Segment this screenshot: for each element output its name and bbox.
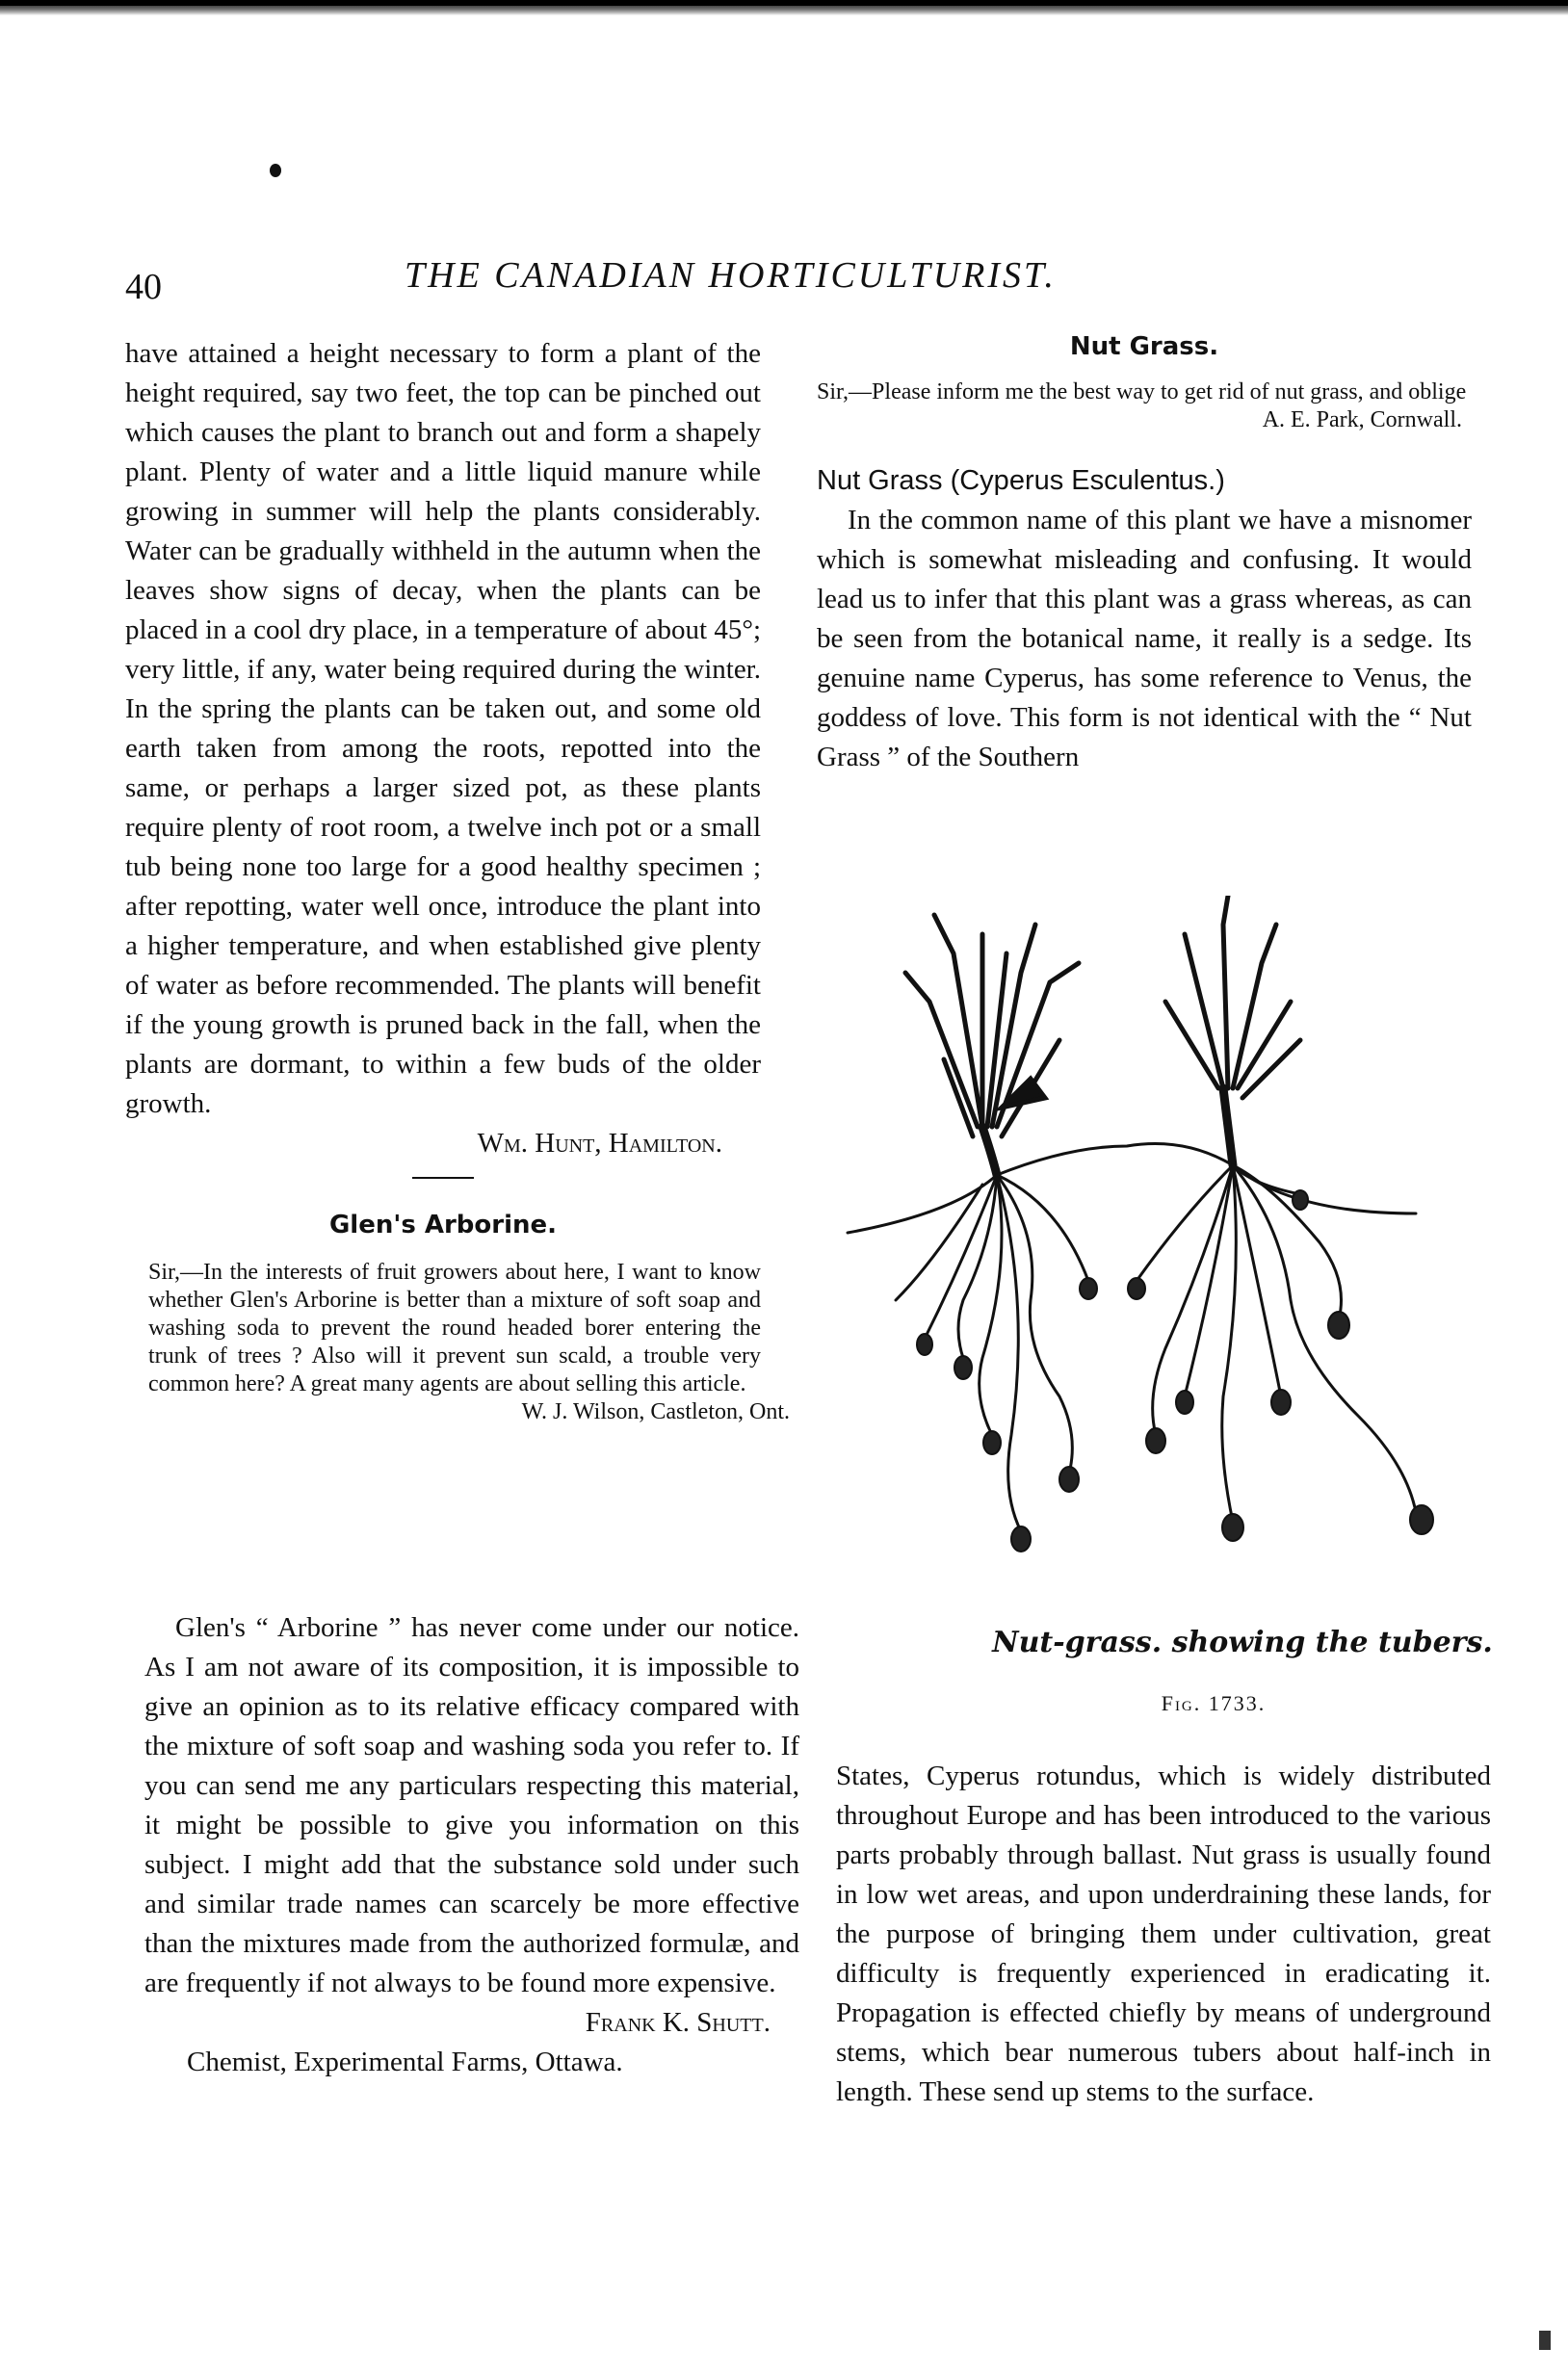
arborine-reply-paragraph: Glen's “ Arborine ” has never come under our notice. As I am not aware of its composition, it is impossible to give an opinion as to its relative efficacy compared with the mixture of soft soap and washing soda you refer to. If you can send me any particulars respecting this material, it might be possible to give you information on this subject. I might add that the substance sold under such and similar trade names can scarcely be more effective than the mixtures made from the authorized formulæ, and are frequently if not always to be found more expensive.: [144, 1612, 799, 1998]
running-title: THE CANADIAN HORTICULTURIST.: [405, 255, 1057, 296]
nut-grass-paragraph-1: In the common name of this plant we have a misnomer which is somewhat misleading and confusing. It would lead us to infer that this plant was a grass whereas, as can be seen from the botanical name, it really is a sedge. Its genuine name Cyperus, has some reference to Venus, the goddess of love. This form is not identical with the “ Nut Grass ” of the Southern: [817, 505, 1472, 772]
page-number: 40: [125, 267, 162, 307]
handwritten-caption: Nut-grass. showing the tubers.: [992, 1626, 1493, 1659]
page-top-edge: [0, 0, 1568, 15]
right-column: [817, 327, 1472, 777]
wilson-letter-text: Sir,—In the interests of fruit growers about here, I want to know whether Glen's Arborine is better than a mixture of soft soap and washing soda to prevent the round headed borer entering the trunk of trees ? Also will it prevent sun scald, a trouble very common here? A great many agents are about selling this article.: [148, 1260, 761, 1396]
ink-dot: [270, 164, 281, 177]
nut-grass-illustration: [838, 896, 1493, 1608]
glens-arborine-heading: Glen's Arborine.: [328, 1211, 558, 1239]
shutt-signature: Frank K. Shutt.: [585, 2007, 771, 2038]
nut-grass-paragraph-2: States, Cyperus rotundus, which is widely distributed throughout Europe and has been introduced to the various parts probably through ballast. Nut grass is usually found in low wet areas, and upon underdraining these lands, for the purpose of bringing them under cultivation, great difficulty is frequently experienced in eradicating it. Propagation is effected chiefly by means of underground stems, which bear numerous tubers about half-inch in length. These send up stems to the surface.: [836, 1761, 1491, 2107]
wilson-letter: [125, 1259, 761, 1398]
figure-number: Fig. 1733.: [1161, 1691, 1267, 1715]
right-column-continued: [836, 1757, 1491, 2112]
arborine-reply: [144, 1608, 799, 2082]
left-column: [125, 334, 790, 1426]
continuation-paragraph: have attained a height necessary to form a plant of the height required, say two feet, the top can be pinched out which causes the plant to branch out and form a shapely plant. Plenty of water and a little liquid manure while growing in summer will help the plants considerably. Water can be gradually withheld in the autumn when the leaves show signs of decay, when the plants can be placed in a cool dry place, in a temperature of about 45°; very little, if any, water being required during the winter. In the spring the plants can be taken out, and some old earth taken from among the roots, repotted into the same, or perhaps a larger sized pot, as these plants require plenty of root room, a twelve inch pot or a small tub being none too large for a good healthy specimen ; after repotting, water well once, introduce the plant into a higher temperature, and when established give plenty of water as before recommended. The plants will benefit if the young growth is pruned back in the fall, when the plants are dormant, to within a few buds of the older growth.: [125, 338, 761, 1119]
right-plant-leaves: [1165, 896, 1300, 1165]
right-root-mass: [1137, 1165, 1416, 1522]
hunt-signature: Wm. Hunt, Hamilton.: [477, 1128, 722, 1159]
page-corner-mark: [1539, 2331, 1551, 2350]
wilson-signature: W. J. Wilson, Castleton, Ont.: [521, 1399, 790, 1424]
shutt-affiliation: Chemist, Experimental Farms, Ottawa.: [187, 2047, 623, 2077]
left-plant-leaves: [905, 915, 1079, 1175]
tubers: [917, 1190, 1433, 1552]
nut-grass-heading: Nut Grass.: [1069, 332, 1219, 361]
left-root-mass: [848, 1144, 1233, 1532]
nut-grass-drawing: [838, 896, 1493, 1608]
section-divider: [412, 1177, 474, 1179]
nut-grass-subheading: Nut Grass (Cyperus Esculentus.): [817, 465, 1225, 496]
park-signature: A. E. Park, Cornwall.: [1262, 407, 1462, 432]
park-letter: Sir,—Please inform me the best way to get rid of nut grass, and oblige: [817, 379, 1467, 404]
